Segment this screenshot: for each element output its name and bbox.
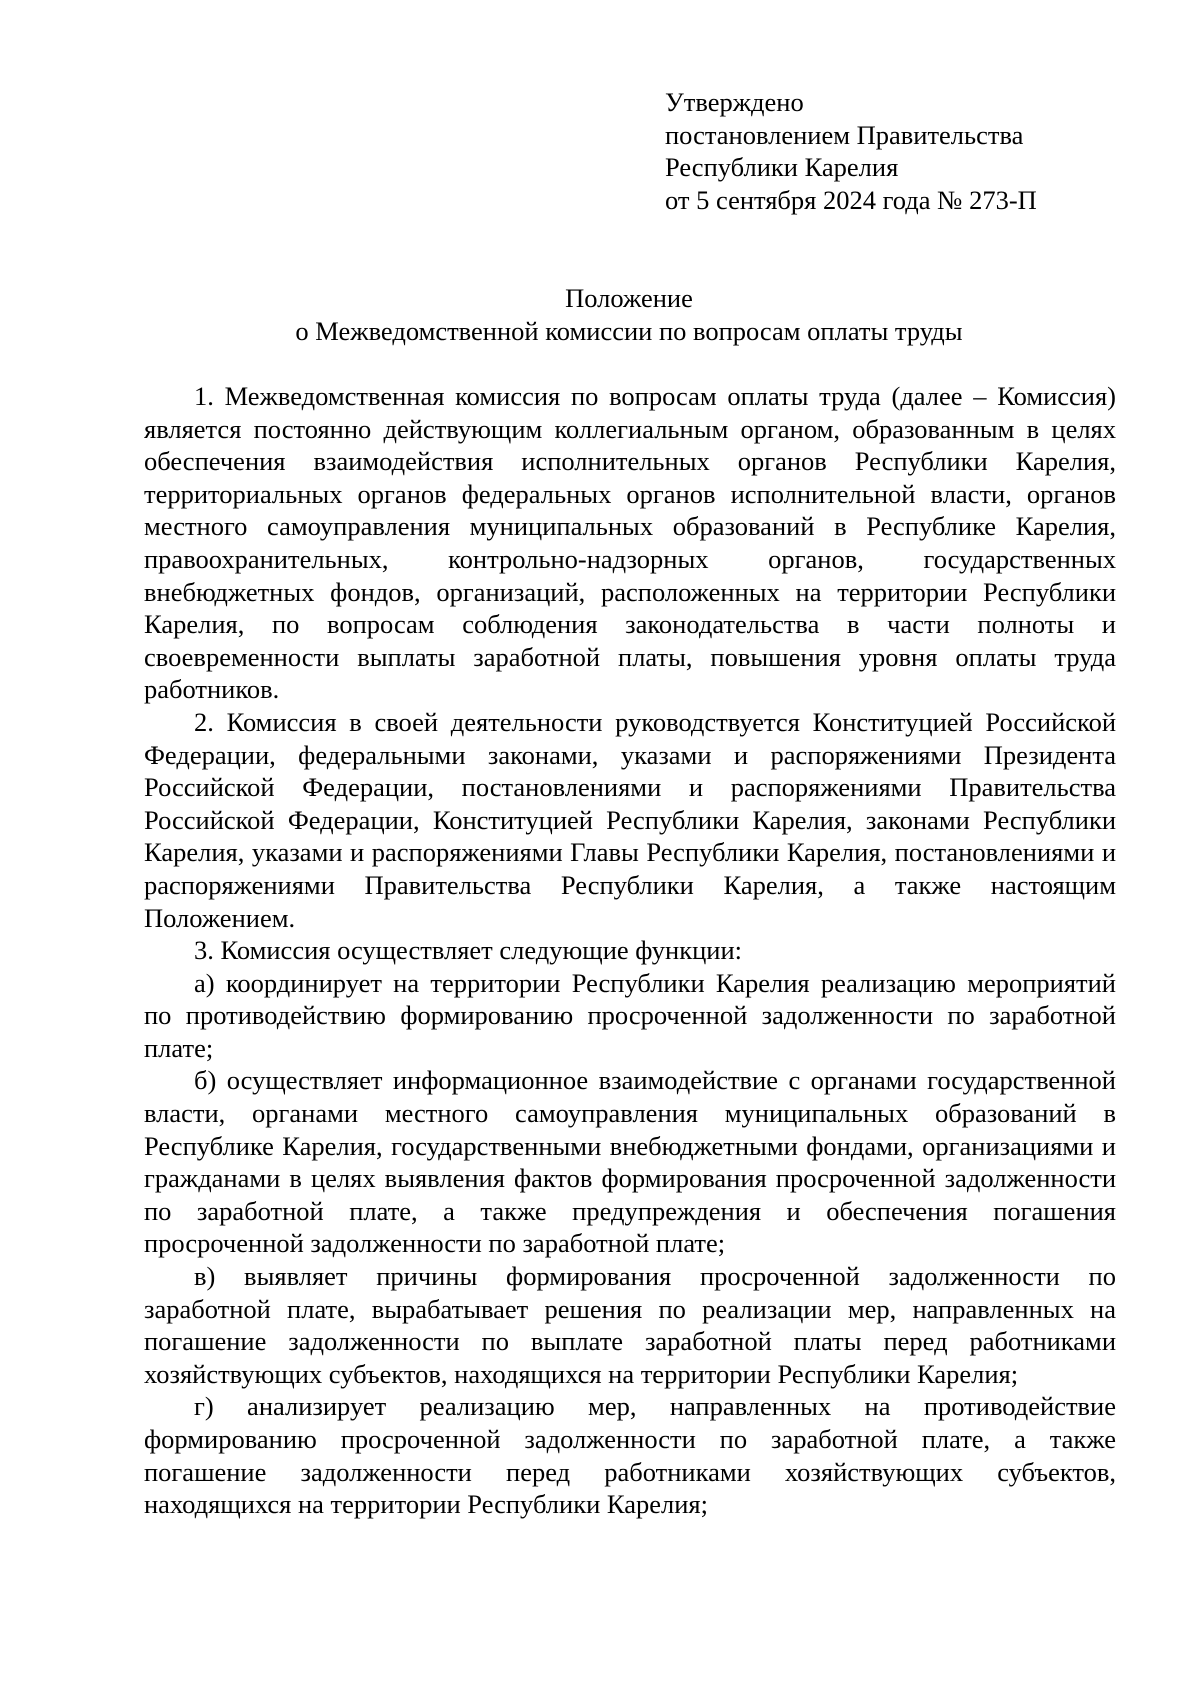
title-line: Положение — [565, 283, 693, 313]
document-body — [144, 380, 1116, 1521]
paragraph-3g: г) анализирует реализацию мер, направленных на противодействие формированию просроченной задолженности по заработной плате, а также погашение задолженности перед работниками хозяйствующих субъектов, находящихся на территории Республики Карелия; — [144, 1391, 1116, 1520]
approval-stamp-block — [665, 86, 1037, 216]
paragraph-1: 1. Межведомственная комиссия по вопросам оплаты труда (далее – Комиссия) является постоянно действующим коллегиальным органом, образованным в целях обеспечения взаимодействия исполнительных органов Республики Карелия, территориальных органов федеральных органов исполнительной власти, органов местного самоуправления муниципальных образований в Республике Карелия, правоохранительных, контрольно-надзорных органов, государственных внебюджетных фондов, организаций, расположенных на территории Республики Карелия, по вопросам соблюдения законодательства в части полноты и своевременности выплаты заработной платы, повышения уровня оплаты труда работников. — [144, 381, 1116, 705]
approval-date-line: от 5 сентября 2024 года № 273-П — [665, 184, 1037, 215]
approval-line: Республики Карелия — [665, 152, 899, 182]
paragraph-2: 2. Комиссия в своей деятельности руководствуется Конституцией Российской Федерации, федеральными законами, указами и распоряжениями Президента Российской Федерации, постановлениями и распоряжениями Правительства Российской Федерации, Конституцией Республики Карелия, законами Республики Карелия, указами и распоряжениями Главы Республики Карелия, постановлениями и распоряжениями Правительства Республики Карелия, а также настоящим Положением. — [144, 706, 1116, 933]
title-subject-line: о Межведомственной комиссии по вопросам оплаты труды — [295, 316, 963, 346]
document-title — [142, 282, 1116, 348]
paragraph-3a: а) координирует на территории Республики Карелия реализацию мероприятий по противодействию формированию просроченной задолженности по заработной плате; — [144, 967, 1116, 1063]
paragraph-3: 3. Комиссия осуществляет следующие функции: — [194, 935, 742, 966]
approval-line: Утверждено — [665, 87, 804, 117]
approval-line: постановлением Правительства — [665, 119, 1024, 150]
paragraph-3b: б) осуществляет информационное взаимодействие с органами государственной власти, органами местного самоуправления муниципальных образований в Республике Карелия, государственными внебюджетными фондами, организациями и гражданами в целях выявления фактов формирования просроченной задолженности по заработной плате, а также предупреждения и обеспечения погашения просроченной задолженности по заработной плате; — [144, 1065, 1116, 1259]
paragraph-3v: в) выявляет причины формирования просроченной задолженности по заработной плате, вырабатывает решения по реализации мер, направленных на погашение задолженности по выплате заработной платы перед работниками хозяйствующих субъектов, находящихся на территории Республики Карелия; — [144, 1261, 1116, 1389]
